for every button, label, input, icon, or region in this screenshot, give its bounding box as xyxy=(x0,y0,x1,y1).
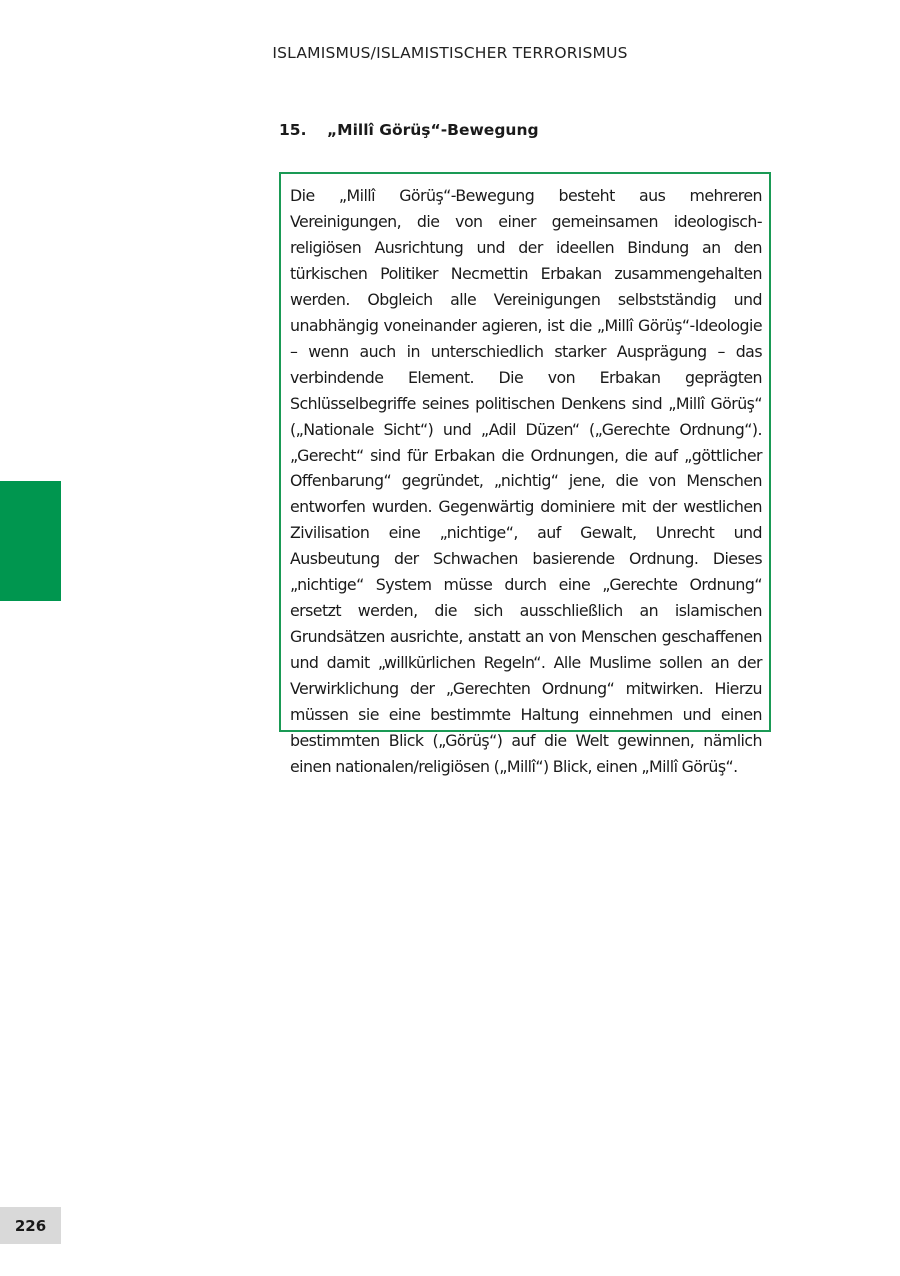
section-title: „Millî Görüş“-Bewegung xyxy=(327,121,539,139)
info-box xyxy=(279,172,771,776)
info-box-text: Die „Millî Görüş“-Bewegung besteht aus mehreren Vereinigungen, die von einer gemeinsamen ideologisch-religiösen Ausrichtung und der ideellen Bindung an den türkischen Politiker Necmettin Erbakan zusammengehalten werden. Obgleich alle Vereinigungen selbstständig und unabhängig voneinander agieren, ist die „Millî Görüş“-Ideologie – wenn auch in unterschiedlich starker Ausprägung – das verbindende Element. Die von Erbakan geprägten Schlüsselbegriffe seines politischen Denkens sind „Millî Görüş“ („Nationale Sicht“) und „Adil Düzen“ („Gerechte Ordnung“). „Gerecht“ sind für Erbakan die Ordnungen, die auf „göttlicher Offenbarung“ gegründet, „nichtig“ jene, die von Menschen entworfen wurden. Gegenwärtig dominiere mit der westlichen Zivilisation eine „nichtige“, auf Gewalt, Unrecht und Ausbeutung der Schwachen basierende Ordnung. Dieses „nichtige“ System müsse durch eine „Gerechte Ordnung“ ersetzt werden, die sich ausschließlich an islamischen Grundsätzen ausrichte, anstatt an von Menschen geschaffenen und damit „willkürlichen Regeln“. Alle Muslime sollen an der Verwirklichung der „Gerechten Ordnung“ mitwirken. Hierzu müssen sie eine bestimmte Haltung einnehmen und einen bestimmten Blick („Görüş“) auf die Welt gewinnen, nämlich einen nationalen/religiösen („Millî“) Blick, einen „Millî Görüş“. xyxy=(290,186,762,776)
section-number: 15. xyxy=(279,121,307,139)
page-number: 226 xyxy=(0,1207,61,1244)
running-header: ISLAMISMUS/ISLAMISTISCHER TERRORISMUS xyxy=(272,44,628,62)
chapter-side-tab xyxy=(0,481,61,601)
section-heading xyxy=(279,121,539,139)
